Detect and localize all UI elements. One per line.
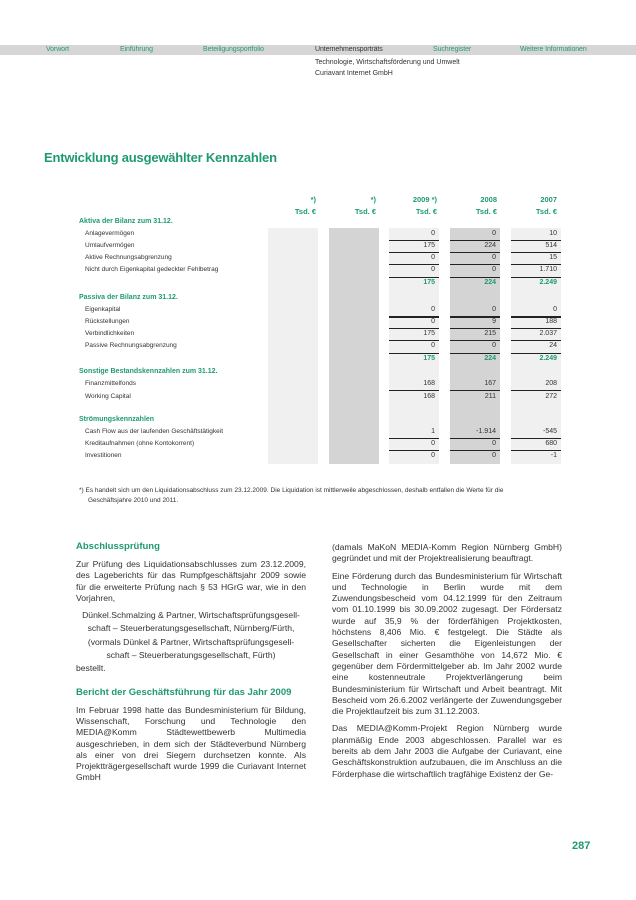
cell: 0 bbox=[431, 342, 435, 349]
section-title-stroemung: Strömungskennzahlen bbox=[79, 416, 155, 423]
footnote-line-2: Geschäftsjahre 2010 und 2011. bbox=[88, 496, 179, 504]
total-cell: 224 bbox=[484, 279, 496, 286]
header-col5-year: 2007 bbox=[540, 195, 557, 204]
cell: 0 bbox=[492, 254, 496, 261]
cell: 211 bbox=[484, 393, 496, 400]
breadcrumb-category[interactable]: Technologie, Wirtschaftsförderung und Umwelt bbox=[315, 59, 460, 66]
breadcrumb-company[interactable]: Curiavant Internet GmbH bbox=[315, 70, 393, 77]
total-cell: 2.249 bbox=[539, 355, 557, 362]
auditor-line: (vormals Dünkel & Partner, Wirtschaftsprüfungsgesell- bbox=[87, 636, 295, 647]
page-title: Entwicklung ausgewählter Kennzahlen bbox=[44, 150, 277, 165]
cell: 167 bbox=[484, 380, 496, 387]
row-label: Finanzmittelfonds bbox=[85, 380, 136, 387]
header-col4-unit: Tsd. € bbox=[475, 207, 497, 216]
nav-item-vorwort[interactable]: Vorwort bbox=[46, 46, 70, 53]
row-divider bbox=[389, 353, 439, 354]
row-label: Anlagevermögen bbox=[85, 230, 135, 237]
cell: 188 bbox=[545, 318, 557, 325]
row-label: Eigenkapital bbox=[85, 306, 121, 313]
cell: 0 bbox=[431, 306, 435, 313]
cell: 0 bbox=[431, 440, 435, 447]
row-label: Aktive Rechnungsabgrenzung bbox=[85, 254, 172, 261]
paragraph: Zur Prüfung des Liquidationsabschlusses zum 23.12.2009, des Lageberichts für das Rumpfgeschäftsjahr 2009 sowie für die erweiterte Prüfung nach § 53 HGrG war, wie in den Vorjahren, bbox=[76, 559, 306, 603]
row-label: Passive Rechnungsabgrenzung bbox=[85, 342, 177, 349]
header-col3-year: 2009 *) bbox=[412, 195, 437, 204]
cell: 1.710 bbox=[539, 266, 557, 273]
row-divider bbox=[511, 316, 561, 318]
column-bg-1 bbox=[268, 228, 318, 464]
cell: 272 bbox=[545, 393, 557, 400]
paragraph: Eine Förderung durch das Bundesministerium für Wirtschaft und Technologie in Berlin wurde mit dem Zuwendungsbescheid vom 04.12.1999 für den Zeitraum vom 01.10.1999 bis 30.09.2002 zugesagt. Der Fördersatz wurde auf 35,9 % der förderfähigen Projektkosten, höchstens 8,406 Mio. € festgelegt. Die Städte als Gesellschafter sicherten die Eigenleistungen der Gesellschaft in einer Gesamthöhe von 14,672 Mio. € gegenüber dem Fördermittelgeber ab. Im Jahr 2002 wurde eine kostenneutrale Projektverlängerung beim Bundesministerium für Wirtschaft und Arbeit beantragt. Mit Bescheid vom 26.6.2002 verlängerte der Zuwendungsgeber die Projektlaufzeit bis zum 31.12.2003. bbox=[332, 570, 562, 717]
cell: 208 bbox=[545, 380, 557, 387]
nav-item-weitere-informationen[interactable]: Weitere Informationen bbox=[520, 46, 587, 53]
row-divider bbox=[389, 264, 439, 265]
section-title-passiva: Passiva der Bilanz zum 31.12. bbox=[79, 294, 178, 301]
total-cell: 2.249 bbox=[539, 279, 557, 286]
row-divider bbox=[450, 328, 500, 329]
row-divider bbox=[450, 438, 500, 439]
header-col3-unit: Tsd. € bbox=[415, 207, 437, 216]
header-col2-unit: Tsd. € bbox=[354, 207, 376, 216]
cell: 0 bbox=[492, 342, 496, 349]
paragraph: bestellt. bbox=[76, 663, 106, 674]
auditor-line: schaft – Steuerberatungsgesellschaft, Nürnberg/Fürth, bbox=[87, 623, 295, 634]
footnote-line-1: *) Es handelt sich um den Liquidationsabschluss zum 23.12.2009. Die Liquidation ist mittlerweile abgeschlossen, deshalb entfallen die Werte für die bbox=[79, 487, 504, 494]
auditor-line: Dünkel.Schmalzing & Partner, Wirtschaftsprüfungsgesell- bbox=[82, 610, 300, 621]
table-footnote bbox=[79, 486, 559, 505]
paragraph: Das MEDIA@Komm-Projekt Region Nürnberg wurde planmäßig Ende 2003 abgeschlossen. Parallel war es bereits ab dem Jahr 2003 die Aufgabe der Curiavant, eine Geschäftskonstruktion aufzubauen, die im Anschluss an die Förderphase die wirtschaftlich tragfähige Existenz der Ge- bbox=[332, 723, 562, 779]
cell: -1 bbox=[550, 452, 557, 459]
row-label: Working Capital bbox=[85, 393, 131, 400]
cell: 2.037 bbox=[539, 330, 557, 337]
cell: 15 bbox=[549, 254, 557, 261]
row-label: Cash Flow aus der laufenden Geschäftstätigkeit bbox=[85, 428, 224, 435]
cell: 168 bbox=[423, 380, 435, 387]
total-cell: 175 bbox=[423, 279, 435, 286]
cell: 168 bbox=[423, 393, 435, 400]
left-text-column bbox=[76, 541, 306, 790]
row-divider bbox=[389, 277, 439, 278]
row-divider bbox=[450, 316, 500, 318]
cell: 0 bbox=[431, 452, 435, 459]
row-divider bbox=[389, 252, 439, 253]
cell: 0 bbox=[431, 254, 435, 261]
row-divider bbox=[389, 438, 439, 439]
cell: 1 bbox=[431, 428, 435, 435]
cell: 24 bbox=[549, 342, 557, 349]
row-divider bbox=[389, 316, 439, 318]
row-divider bbox=[511, 340, 561, 341]
row-divider bbox=[450, 277, 500, 278]
row-label: Investitionen bbox=[85, 452, 122, 459]
row-divider bbox=[389, 450, 439, 451]
section-title-aktiva: Aktiva der Bilanz zum 31.12. bbox=[79, 218, 173, 225]
nav-item-unternehmensportraets[interactable]: Unternehmensporträts bbox=[315, 46, 383, 53]
cell: 224 bbox=[484, 242, 496, 249]
cell: 0 bbox=[492, 452, 496, 459]
row-divider bbox=[450, 240, 500, 241]
top-navigation bbox=[0, 45, 636, 55]
nav-item-beteiligungsportfolio[interactable]: Beteiligungsportfolio bbox=[203, 46, 264, 53]
row-divider bbox=[450, 390, 500, 391]
cell: 0 bbox=[492, 230, 496, 237]
row-divider bbox=[511, 264, 561, 265]
row-label: Nicht durch Eigenkapital gedeckter Fehlbetrag bbox=[85, 266, 219, 273]
section-title-sonstige: Sonstige Bestandskennzahlen zum 31.12. bbox=[79, 368, 218, 375]
column-bg-2 bbox=[329, 228, 379, 464]
row-divider bbox=[511, 252, 561, 253]
cell: 514 bbox=[545, 242, 557, 249]
cell: 9 bbox=[492, 318, 496, 325]
cell: 0 bbox=[431, 230, 435, 237]
auditor-line: schaft – Steuerberatungsgesellschaft, Fürth) bbox=[106, 650, 276, 661]
header-col1-unit: Tsd. € bbox=[294, 207, 316, 216]
row-divider bbox=[511, 277, 561, 278]
cell: -1.914 bbox=[476, 428, 496, 435]
row-label: Rückstellungen bbox=[85, 318, 130, 325]
row-label: Verbindlichkeiten bbox=[85, 330, 135, 337]
row-divider bbox=[450, 353, 500, 354]
row-divider bbox=[511, 390, 561, 391]
row-divider bbox=[511, 450, 561, 451]
row-divider bbox=[511, 240, 561, 241]
row-divider bbox=[450, 450, 500, 451]
row-divider bbox=[450, 340, 500, 341]
paragraph: (damals MaKoN MEDIA-Komm Region Nürnberg GmbH) gegründet und mit der Projektrealisierung beauftragt. bbox=[332, 542, 562, 564]
nav-item-suchregister[interactable]: Suchregister bbox=[433, 46, 472, 53]
row-divider bbox=[389, 340, 439, 341]
header-col2-year: *) bbox=[370, 195, 376, 204]
cell: 0 bbox=[431, 266, 435, 273]
cell: 680 bbox=[545, 440, 557, 447]
row-divider bbox=[450, 264, 500, 265]
row-divider bbox=[511, 328, 561, 329]
row-divider bbox=[511, 438, 561, 439]
header-col1-year: *) bbox=[310, 195, 316, 204]
cell: 175 bbox=[423, 330, 435, 337]
row-divider bbox=[450, 252, 500, 253]
cell: 0 bbox=[492, 440, 496, 447]
cell: 0 bbox=[431, 318, 435, 325]
paragraph: Im Februar 1998 hatte das Bundesministerium für Bildung, Wissenschaft, Forschung und Technologie den MEDIA@Komm Städtewettbewerb Multimedia ausgeschrieben, in dem sich der Städteverbund Nürnberg als einer von drei Siegern durchsetzen konnte. Als Projektträgergesellschaft wurde 1999 die Curiavant Internet GmbH bbox=[76, 704, 306, 783]
row-divider bbox=[389, 328, 439, 329]
header-col5-unit: Tsd. € bbox=[535, 207, 557, 216]
row-divider bbox=[389, 390, 439, 391]
row-label: Umlaufvermögen bbox=[85, 242, 135, 249]
row-divider bbox=[511, 353, 561, 354]
cell: 0 bbox=[553, 306, 557, 313]
row-divider bbox=[389, 240, 439, 241]
cell: 10 bbox=[549, 230, 557, 237]
page-number: 287 bbox=[572, 840, 591, 852]
header-col4-year: 2008 bbox=[480, 195, 497, 204]
cell: 0 bbox=[492, 306, 496, 313]
heading-abschlusspruefung: Abschlussprüfung bbox=[76, 541, 160, 552]
heading-bericht-geschaeftsfuehrung: Bericht der Geschäftsführung für das Jahr 2009 bbox=[76, 686, 292, 698]
cell: 215 bbox=[484, 330, 496, 337]
total-cell: 224 bbox=[484, 355, 496, 362]
nav-item-einfuehrung[interactable]: Einführung bbox=[120, 46, 153, 53]
cell: 175 bbox=[423, 242, 435, 249]
right-text-column bbox=[332, 542, 562, 786]
total-cell: 175 bbox=[423, 355, 435, 362]
row-label: Kreditaufnahmen (ohne Kontokorrent) bbox=[85, 440, 195, 447]
cell: 0 bbox=[492, 266, 496, 273]
cell: -545 bbox=[542, 428, 557, 435]
